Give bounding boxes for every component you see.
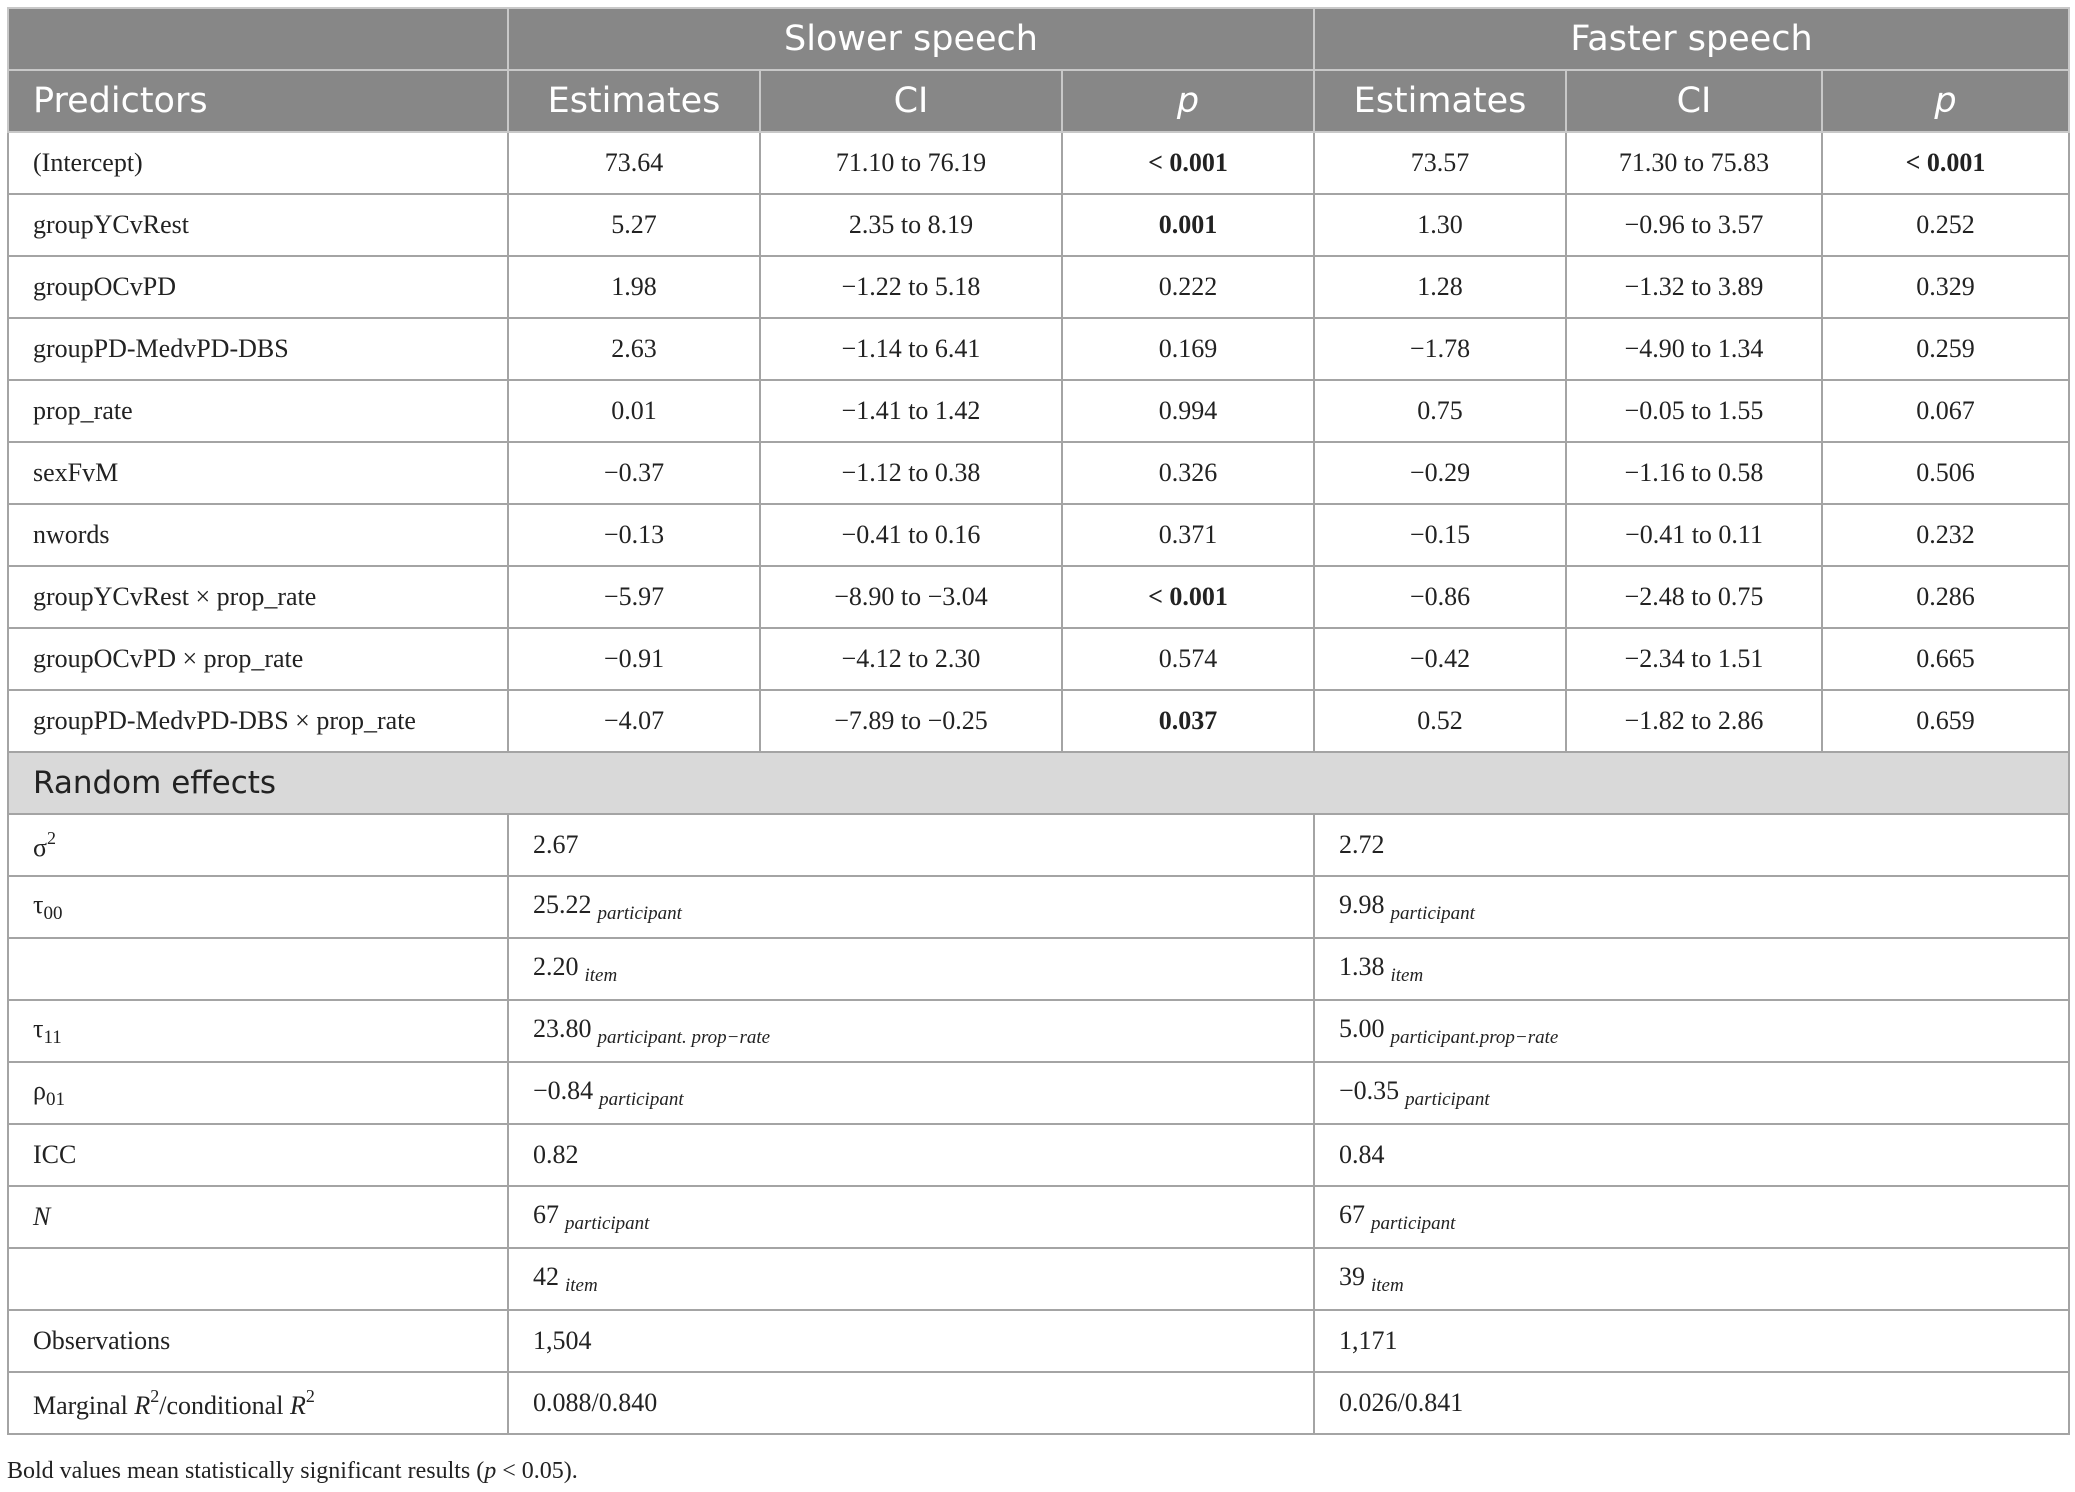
predictor-cell: nwords (8, 504, 508, 566)
slower-random-value: −0.84 (533, 1075, 594, 1105)
random-effect-subscript: 00 (43, 902, 63, 924)
faster-estimate-cell: 0.52 (1314, 690, 1566, 752)
faster-random-value-subscript: participant (1371, 1212, 1456, 1234)
random-effect-label (8, 876, 508, 938)
slower-estimate-cell: −5.97 (508, 566, 760, 628)
faster-ci-cell: −1.16 to 0.58 (1566, 442, 1822, 504)
random-effects-rows (8, 814, 2069, 1372)
faster-estimate-cell: −1.78 (1314, 318, 1566, 380)
slower-estimates-header: Estimates (508, 70, 760, 132)
slower-estimate-cell: −0.13 (508, 504, 760, 566)
random-effect-label (8, 1062, 508, 1124)
faster-random-value-cell (1314, 1186, 2069, 1248)
random-effect-symbol: σ (33, 832, 48, 862)
slower-ci-cell: −7.89 to −0.25 (760, 690, 1062, 752)
faster-estimate-cell: −0.86 (1314, 566, 1566, 628)
faster-ci-cell: −1.82 to 2.86 (1566, 690, 1822, 752)
faster-random-value: 5.00 (1339, 1013, 1385, 1043)
faster-ci-cell: −0.05 to 1.55 (1566, 380, 1822, 442)
random-effect-label (8, 814, 508, 876)
table-row (8, 380, 2069, 442)
faster-random-value-subscript: participant (1390, 902, 1475, 924)
faster-random-value-cell (1314, 814, 2069, 876)
faster-ci-cell: −2.48 to 0.75 (1566, 566, 1822, 628)
faster-random-value: 39 (1339, 1261, 1365, 1291)
random-effects-row (8, 1186, 2069, 1248)
r2-slower-value: 0.088/0.840 (508, 1372, 1314, 1434)
slower-random-value-cell (508, 1000, 1314, 1062)
header-group-row (8, 8, 2069, 70)
table-row (8, 690, 2069, 752)
random-effects-row (8, 1248, 2069, 1310)
faster-p-cell: 0.232 (1822, 504, 2069, 566)
faster-p-cell: < 0.001 (1822, 132, 2069, 194)
predictor-cell: groupOCvPD × prop_rate (8, 628, 508, 690)
random-effect-symbol: τ (33, 889, 44, 919)
slower-p-cell: 0.371 (1062, 504, 1314, 566)
slower-ci-header: CI (760, 70, 1062, 132)
faster-estimate-cell: −0.29 (1314, 442, 1566, 504)
random-effect-symbol: ρ (33, 1075, 46, 1105)
faster-p-header: p (1822, 70, 2069, 132)
r2-faster-value: 0.026/0.841 (1314, 1372, 2069, 1434)
slower-random-value-cell (508, 814, 1314, 876)
faster-p-cell: 0.286 (1822, 566, 2069, 628)
slower-ci-cell: 71.10 to 76.19 (760, 132, 1062, 194)
table-row (8, 256, 2069, 318)
random-effect-subscript: 11 (43, 1026, 62, 1048)
faster-random-value: −0.35 (1339, 1075, 1400, 1105)
predictor-cell: groupYCvRest (8, 194, 508, 256)
faster-random-value-cell (1314, 938, 2069, 1000)
slower-p-cell: < 0.001 (1062, 132, 1314, 194)
faster-random-value-cell (1314, 876, 2069, 938)
slower-p-cell: < 0.001 (1062, 566, 1314, 628)
slower-random-value-subscript: participant (599, 1088, 684, 1110)
header-column-row (8, 70, 2069, 132)
faster-estimate-cell: 0.75 (1314, 380, 1566, 442)
random-effects-row (8, 938, 2069, 1000)
random-effects-title: Random effects (8, 752, 2069, 814)
faster-random-value: 0.84 (1339, 1140, 1385, 1169)
slower-ci-cell: −1.41 to 1.42 (760, 380, 1062, 442)
slower-random-value-cell (508, 876, 1314, 938)
results-table-container (7, 7, 2068, 1435)
slower-p-header: p (1062, 70, 1314, 132)
random-effect-label (8, 1000, 508, 1062)
table-row (8, 318, 2069, 380)
slower-random-value-subscript: item (565, 1274, 598, 1296)
faster-p-cell: 0.506 (1822, 442, 2069, 504)
predictor-cell: (Intercept) (8, 132, 508, 194)
faster-random-value-subscript: participant.prop−rate (1390, 1026, 1559, 1048)
faster-random-value-subscript: participant (1405, 1088, 1490, 1110)
faster-ci-cell: −0.41 to 0.11 (1566, 504, 1822, 566)
slower-random-value-subscript: item (584, 964, 618, 986)
slower-random-value-cell (508, 938, 1314, 1000)
faster-random-value: 1.38 (1339, 951, 1385, 981)
faster-p-cell: 0.329 (1822, 256, 2069, 318)
faster-random-value-cell (1314, 1310, 2069, 1372)
slower-random-value: 25.22 (533, 889, 592, 919)
slower-estimate-cell: −4.07 (508, 690, 760, 752)
random-effect-label (8, 938, 508, 1000)
slower-random-value-cell (508, 1124, 1314, 1186)
slower-p-cell: 0.169 (1062, 318, 1314, 380)
slower-estimate-cell: 1.98 (508, 256, 760, 318)
slower-random-value: 67 (533, 1199, 559, 1229)
table-row (8, 194, 2069, 256)
slower-random-value: 1,504 (533, 1326, 592, 1355)
random-effect-label (8, 1124, 508, 1186)
predictor-cell: groupPD-MedvPD-DBS × prop_rate (8, 690, 508, 752)
slower-random-value-subscript: participant (565, 1212, 650, 1234)
slower-estimate-cell: 0.01 (508, 380, 760, 442)
faster-random-value-subscript: item (1390, 964, 1424, 986)
faster-p-cell: 0.252 (1822, 194, 2069, 256)
random-effects-row (8, 814, 2069, 876)
faster-random-value: 67 (1339, 1199, 1365, 1229)
random-effects-body (8, 752, 2069, 814)
slower-p-cell: 0.001 (1062, 194, 1314, 256)
slower-random-value: 2.20 (533, 951, 579, 981)
slower-estimate-cell: 73.64 (508, 132, 760, 194)
slower-random-value-subscript: participant. prop−rate (597, 1026, 771, 1048)
random-effect-label (8, 1310, 508, 1372)
faster-estimate-cell: −0.42 (1314, 628, 1566, 690)
predictor-cell: groupOCvPD (8, 256, 508, 318)
slower-random-value: 2.67 (533, 830, 579, 859)
slower-random-value: 23.80 (533, 1013, 592, 1043)
r2-label: Marginal $R^2$/conditional $R^2$ (8, 1372, 508, 1434)
slower-random-value-cell (508, 1062, 1314, 1124)
faster-estimates-header: Estimates (1314, 70, 1566, 132)
predictors-header: Predictors (8, 70, 508, 132)
faster-random-value-cell (1314, 1062, 2069, 1124)
slower-estimate-cell: 5.27 (508, 194, 760, 256)
faster-random-value-cell (1314, 1000, 2069, 1062)
random-effect-subscript: 01 (45, 1088, 65, 1110)
random-effects-section-row (8, 752, 2069, 814)
slower-estimate-cell: 2.63 (508, 318, 760, 380)
faster-p-cell: 0.659 (1822, 690, 2069, 752)
slower-random-value-cell (508, 1310, 1314, 1372)
table-row (8, 628, 2069, 690)
faster-ci-cell: −1.32 to 3.89 (1566, 256, 1822, 318)
table-footnote: Bold values mean statistically significant results (p < 0.05). (7, 1458, 578, 1484)
table-row (8, 442, 2069, 504)
faster-p-cell: 0.665 (1822, 628, 2069, 690)
faster-ci-cell: −2.34 to 1.51 (1566, 628, 1822, 690)
faster-random-value: 2.72 (1339, 830, 1385, 859)
faster-ci-cell: −4.90 to 1.34 (1566, 318, 1822, 380)
faster-ci-cell: 71.30 to 75.83 (1566, 132, 1822, 194)
r2-body (8, 1372, 2069, 1434)
slower-ci-cell: −4.12 to 2.30 (760, 628, 1062, 690)
faster-speech-header: Faster speech (1314, 8, 2069, 70)
slower-ci-cell: −0.41 to 0.16 (760, 504, 1062, 566)
faster-p-cell: 0.259 (1822, 318, 2069, 380)
slower-p-cell: 0.037 (1062, 690, 1314, 752)
slower-ci-cell: −1.14 to 6.41 (760, 318, 1062, 380)
random-effects-row (8, 876, 2069, 938)
faster-ci-cell: −0.96 to 3.57 (1566, 194, 1822, 256)
slower-p-cell: 0.994 (1062, 380, 1314, 442)
random-effect-symbol: Observations (33, 1326, 171, 1355)
random-effects-row (8, 1000, 2069, 1062)
random-effects-row (8, 1124, 2069, 1186)
predictor-cell: groupPD-MedvPD-DBS (8, 318, 508, 380)
slower-p-cell: 0.222 (1062, 256, 1314, 318)
random-effect-label (8, 1248, 508, 1310)
fixed-effects-body (8, 132, 2069, 752)
faster-random-value: 9.98 (1339, 889, 1385, 919)
predictor-cell: groupYCvRest × prop_rate (8, 566, 508, 628)
results-table (7, 7, 2070, 1435)
slower-ci-cell: −1.12 to 0.38 (760, 442, 1062, 504)
slower-random-value: 42 (533, 1261, 559, 1291)
faster-estimate-cell: 1.28 (1314, 256, 1566, 318)
slower-ci-cell: 2.35 to 8.19 (760, 194, 1062, 256)
slower-ci-cell: −1.22 to 5.18 (760, 256, 1062, 318)
faster-random-value-subscript: item (1371, 1274, 1404, 1296)
slower-ci-cell: −8.90 to −3.04 (760, 566, 1062, 628)
slower-random-value-cell (508, 1186, 1314, 1248)
faster-random-value-cell (1314, 1248, 2069, 1310)
slower-estimate-cell: −0.37 (508, 442, 760, 504)
table-row (8, 504, 2069, 566)
r2-row (8, 1372, 2069, 1434)
table-row (8, 566, 2069, 628)
faster-random-value: 1,171 (1339, 1326, 1398, 1355)
faster-p-cell: 0.067 (1822, 380, 2069, 442)
faster-estimate-cell: −0.15 (1314, 504, 1566, 566)
random-effect-symbol: ICC (33, 1140, 77, 1169)
slower-estimate-cell: −0.91 (508, 628, 760, 690)
faster-ci-header: CI (1566, 70, 1822, 132)
random-effects-row (8, 1062, 2069, 1124)
slower-speech-header: Slower speech (508, 8, 1314, 70)
slower-random-value-cell (508, 1248, 1314, 1310)
random-effect-superscript: 2 (47, 827, 57, 848)
random-effect-symbol: N (33, 1202, 51, 1231)
slower-p-cell: 0.326 (1062, 442, 1314, 504)
slower-random-value: 0.82 (533, 1140, 579, 1169)
faster-estimate-cell: 1.30 (1314, 194, 1566, 256)
random-effect-label (8, 1186, 508, 1248)
predictor-cell: sexFvM (8, 442, 508, 504)
slower-random-value-subscript: participant (597, 902, 682, 924)
slower-p-cell: 0.574 (1062, 628, 1314, 690)
random-effects-row (8, 1310, 2069, 1372)
faster-estimate-cell: 73.57 (1314, 132, 1566, 194)
header-empty-cell (8, 8, 508, 70)
random-effect-symbol: τ (33, 1013, 44, 1043)
faster-random-value-cell (1314, 1124, 2069, 1186)
predictor-cell: prop_rate (8, 380, 508, 442)
table-row (8, 132, 2069, 194)
